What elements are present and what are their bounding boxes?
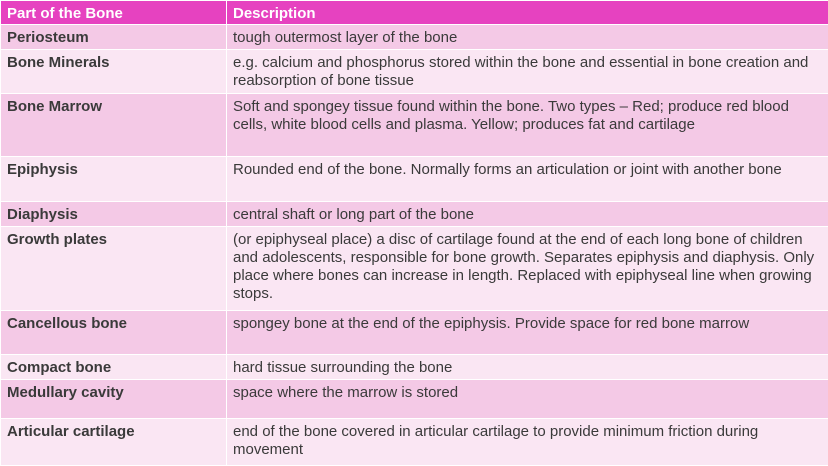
table-row: [1, 157, 828, 202]
part-description: Rounded end of the bone. Normally forms an articulation or joint with another bone: [227, 157, 828, 202]
table-row: [1, 94, 828, 157]
table-row: [1, 50, 828, 94]
header-part: Part of the Bone: [1, 1, 227, 25]
part-name: Bone Minerals: [1, 50, 227, 94]
table-header-row: [1, 1, 828, 25]
part-name: Periosteum: [1, 25, 227, 50]
table-row: [1, 419, 828, 466]
table-row: [1, 227, 828, 311]
part-name: Cancellous bone: [1, 311, 227, 355]
part-name: Compact bone: [1, 355, 227, 380]
table-row: [1, 311, 828, 355]
header-description: Description: [227, 1, 828, 25]
part-description: Soft and spongey tissue found within the bone. Two types – Red; produce red blood cells, white blood cells and plasma. Yellow; produces fat and cartilage: [227, 94, 828, 157]
part-description: (or epiphyseal place) a disc of cartilage found at the end of each long bone of children and adolescents, responsible for bone growth. Separates epiphysis and diaphysis. Only place where bones can increase in length. Replaced with epiphyseal line when growing stops.: [227, 227, 828, 311]
part-description: tough outermost layer of the bone: [227, 25, 828, 50]
table-row: [1, 25, 828, 50]
part-description: e.g. calcium and phosphorus stored within the bone and essential in bone creation and reabsorption of bone tissue: [227, 50, 828, 94]
table-row: [1, 202, 828, 227]
part-description: spongey bone at the end of the epiphysis. Provide space for red bone marrow: [227, 311, 828, 355]
part-name: Medullary cavity: [1, 380, 227, 419]
part-name: Articular cartilage: [1, 419, 227, 466]
part-name: Epiphysis: [1, 157, 227, 202]
table-row: [1, 355, 828, 380]
part-description: central shaft or long part of the bone: [227, 202, 828, 227]
part-description: hard tissue surrounding the bone: [227, 355, 828, 380]
part-description: space where the marrow is stored: [227, 380, 828, 419]
part-name: Growth plates: [1, 227, 227, 311]
part-name: Diaphysis: [1, 202, 227, 227]
part-name: Bone Marrow: [1, 94, 227, 157]
table-row: [1, 380, 828, 419]
part-description: end of the bone covered in articular cartilage to provide minimum friction during movement: [227, 419, 828, 466]
